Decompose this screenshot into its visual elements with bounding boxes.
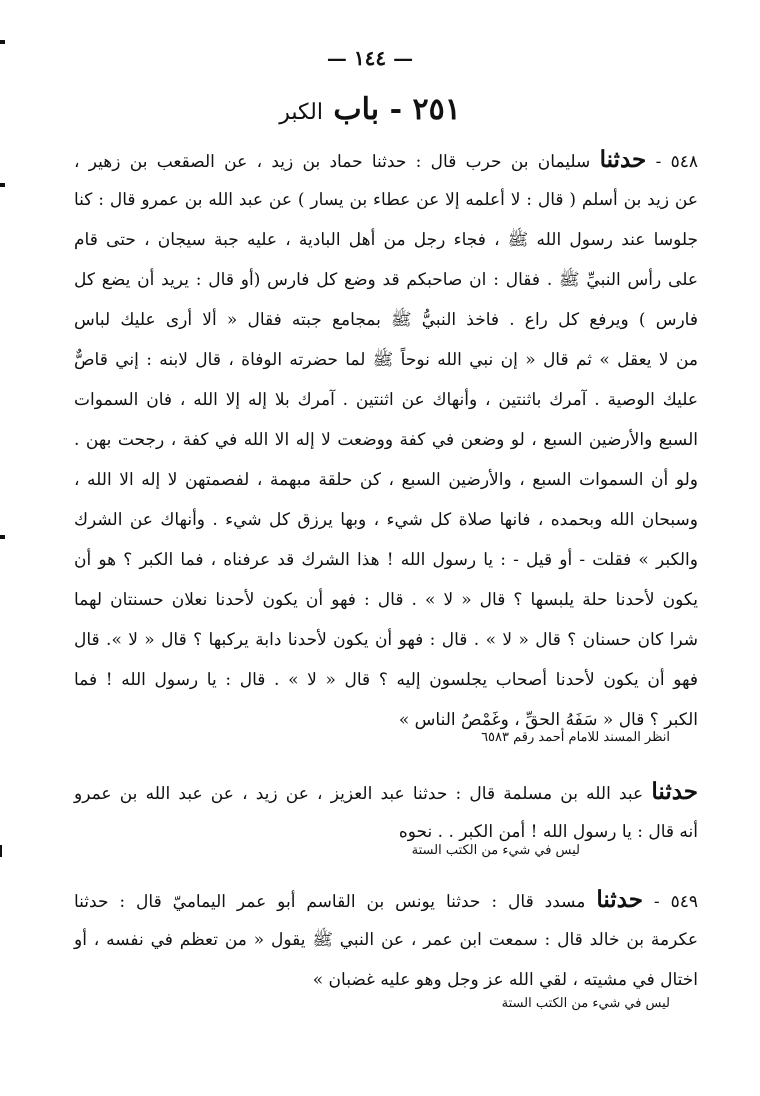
text-line: جلوسا عند رسول الله ﷺ ، فجاء رجل من أهل البادية ، عليه جبة سيجان ، حتى قام: [74, 230, 698, 250]
line-text: مسدد قال : حدثنا يونس بن القاسم أبو عمر اليماميّ قال : حدثنا: [74, 892, 586, 912]
margin-mark-middle: [0, 183, 5, 187]
line-text: سليمان بن حرب قال : حدثنا حماد بن زيد ، عن الصقعب بن زهير ،: [74, 152, 591, 172]
text-line: ولو أن السموات السبع ، والأرضين السبع ، كن حلقة مبهمة ، لفصمتهن لا إله الا الله ،: [74, 470, 698, 490]
line-text: عبد الله بن مسلمة قال : حدثنا عبد العزيز ، عن زيد ، عن عبد الله بن عمرو: [74, 784, 644, 804]
text-line: والكبر » فقلت - أو قيل - : يا رسول الله ! هذا الشرك قد عرفناه ، فما الكبر ؟ هو أن: [74, 550, 698, 570]
text-line: عكرمة بن خالد قال : سمعت ابن عمر ، عن النبي ﷺ يقول « من تعظم في نفسه ، أو: [74, 930, 698, 950]
text-line: عن زيد بن أسلم ( قال : لا أعلمه إلا عن عطاء بن يسار ) عن عبد الله بن عمرو قال : كنا: [74, 190, 698, 210]
text-line: الكبر ؟ قال « سَفَهُ الحقِّ ، وغَمْصُ الناس »: [398, 710, 698, 730]
hadith-549: [74, 880, 698, 1000]
hadith-548: [74, 140, 698, 740]
text-line: عليك الوصية . آمرك باثنتين ، وأنهاك عن اثنتين . آمرك بلا إله إلا الله ، فان السموات: [74, 390, 698, 410]
margin-mark-top: [0, 40, 5, 44]
hadith-548b: [74, 772, 698, 852]
text-line: على رأس النبيِّ ﷺ . فقال : ان صاحبكم قد وضع كل فارس (أو قال : يريد أن يضع كل: [74, 270, 698, 290]
text-line: السبع والأرضين السبع ، لو وضعن في كفة ووضعت لا إله الا الله في كفة ، رجحت بهن .: [74, 430, 698, 450]
reference-note: ليس في شيء من الكتب الستة: [411, 843, 580, 858]
text-line: فارس ) ويرفع كل راع . فاخذ النبيُّ ﷺ بمجامع جبته فقال « ألا أرى عليك لباس: [74, 310, 698, 330]
text-line: شرا كان حسنان ؟ قال « لا » . قال : فهو أن يكون لأحدنا دابة يركبها ؟ قال « لا ». قال: [74, 630, 698, 650]
hadith-number: ٥٤٨ -: [655, 152, 699, 172]
chapter-title: الكبر: [279, 100, 323, 125]
hadith-keyword: حدثنا: [651, 778, 699, 805]
text-line: اختال في مشيته ، لقي الله عز وجل وهو عليه غضبان »: [312, 970, 698, 990]
hadith-keyword: حدثنا: [596, 886, 643, 913]
chapter-number: ٢٥١ - باب: [333, 92, 461, 127]
text-line: يكون لأحدنا حلة يلبسها ؟ قال « لا » . قال : فهو أن يكون لأحدنا نعلان حسنتان لهما: [74, 590, 698, 610]
text-line: [74, 772, 698, 812]
text-line: [74, 880, 698, 920]
hadith-keyword: حدثنا: [599, 146, 647, 173]
hadith-number: ٥٤٩ -: [653, 892, 698, 912]
page-number: — ١٤٤ —: [326, 46, 414, 70]
text-line: [74, 140, 698, 180]
reference-note: انظر المسند للامام أحمد رقم ٦٥٨٣: [481, 730, 670, 745]
text-line: أنه قال : يا رسول الله ! أمن الكبر . . نحوه: [398, 822, 698, 842]
text-line: فهو أن يكون لأحدنا أصحاب يجلسون إليه ؟ قال « لا » . قال : يا رسول الله ! فما: [74, 670, 698, 690]
text-line: من لا يعقل » ثم قال « إن نبي الله نوحاً ﷺ لما حضرته الوفاة ، قال لابنه : إني قاصٌّ: [74, 350, 698, 370]
margin-mark-lower: [0, 845, 2, 857]
margin-mark-bottom: [0, 535, 5, 539]
reference-note: ليس في شيء من الكتب الستة: [501, 996, 670, 1011]
text-line: وسبحان الله وبحمده ، فانها صلاة كل شيء ، وبها يرزق كل شيء . وأنهاك عن الشرك: [74, 510, 698, 530]
chapter-heading: [0, 92, 740, 127]
